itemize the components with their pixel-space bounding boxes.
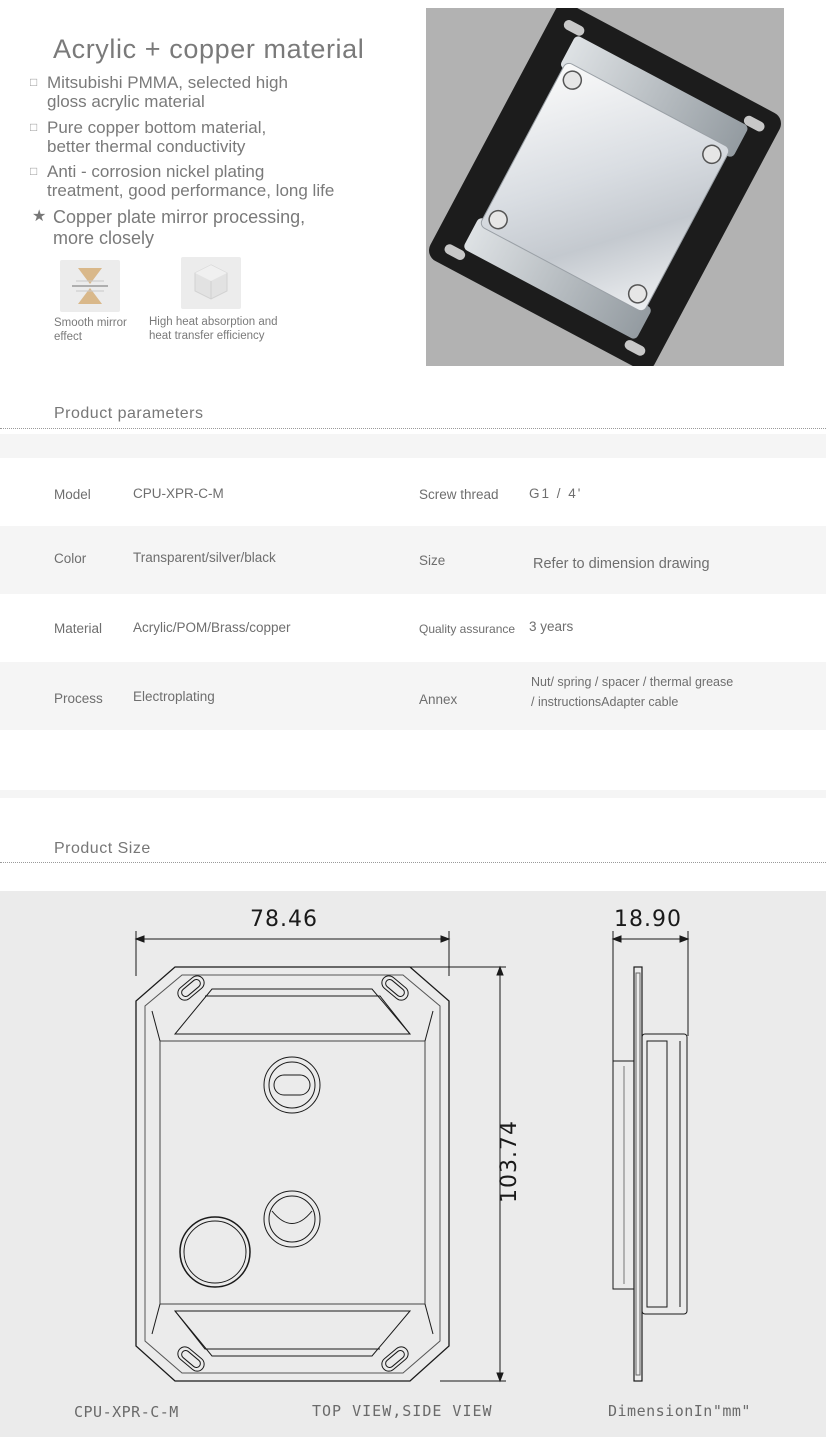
divider [0, 862, 826, 863]
feature-line: gloss acrylic material [47, 92, 205, 111]
size-section-title: Product Size [54, 840, 151, 857]
table-band [0, 790, 826, 798]
param-value: Acrylic/POM/Brass/copper [133, 620, 291, 635]
param-key: Color [54, 551, 87, 566]
star-icon: ★ [32, 208, 47, 225]
param-value: Transparent/silver/black [133, 550, 276, 565]
feature-line: Mitsubishi PMMA, selected high [47, 73, 288, 92]
feature-line: treatment, good performance, long life [47, 181, 335, 200]
param-value: Refer to dimension drawing [533, 556, 710, 572]
feature-line: more closely [53, 228, 155, 248]
param-key: Quality assurance [419, 622, 516, 636]
checkbox-bullet-icon: □ [30, 75, 38, 89]
mirror-icon [60, 260, 120, 312]
height-dimension-label: 103.74 [496, 1120, 522, 1203]
checkbox-bullet-icon: □ [30, 120, 38, 134]
dimension-drawing [0, 891, 826, 1437]
param-key: Model [54, 487, 91, 502]
param-value: G1 / 4' [529, 486, 583, 501]
feature-title: Acrylic + copper material [53, 34, 365, 64]
icon-caption-2: High heat absorption and heat transfer efficiency [149, 316, 278, 342]
param-value: CPU-XPR-C-M [133, 486, 224, 501]
checkbox-bullet-icon: □ [30, 164, 38, 178]
feature-line: Anti - corrosion nickel plating [47, 162, 265, 181]
param-key: Annex [419, 692, 458, 707]
divider [0, 428, 826, 429]
param-value: 3 years [529, 619, 574, 634]
product-photo [426, 8, 784, 366]
param-key: Screw thread [419, 487, 499, 502]
param-key: Size [419, 553, 446, 568]
feature-line: Pure copper bottom material, [47, 118, 267, 137]
params-section-title: Product parameters [54, 405, 204, 422]
icon-caption-1: Smooth mirror effect [54, 317, 127, 343]
param-value: Electroplating [133, 689, 215, 704]
param-value: Nut/ spring / spacer / thermal grease / instructionsAdapter cable [531, 675, 734, 709]
param-key: Material [54, 621, 103, 636]
unit-caption: DimensionIn"mm" [608, 1402, 751, 1420]
view-caption: TOP VIEW,SIDE VIEW [312, 1402, 493, 1420]
table-band [0, 434, 826, 458]
depth-dimension-label: 18.90 [614, 907, 682, 932]
width-dimension-label: 78.46 [250, 907, 318, 932]
param-key: Process [54, 691, 103, 706]
feature-line: Copper plate mirror processing, [53, 207, 306, 227]
model-caption: CPU-XPR-C-M [74, 1403, 179, 1421]
cube-icon [181, 257, 241, 309]
feature-line: better thermal conductivity [47, 137, 246, 156]
